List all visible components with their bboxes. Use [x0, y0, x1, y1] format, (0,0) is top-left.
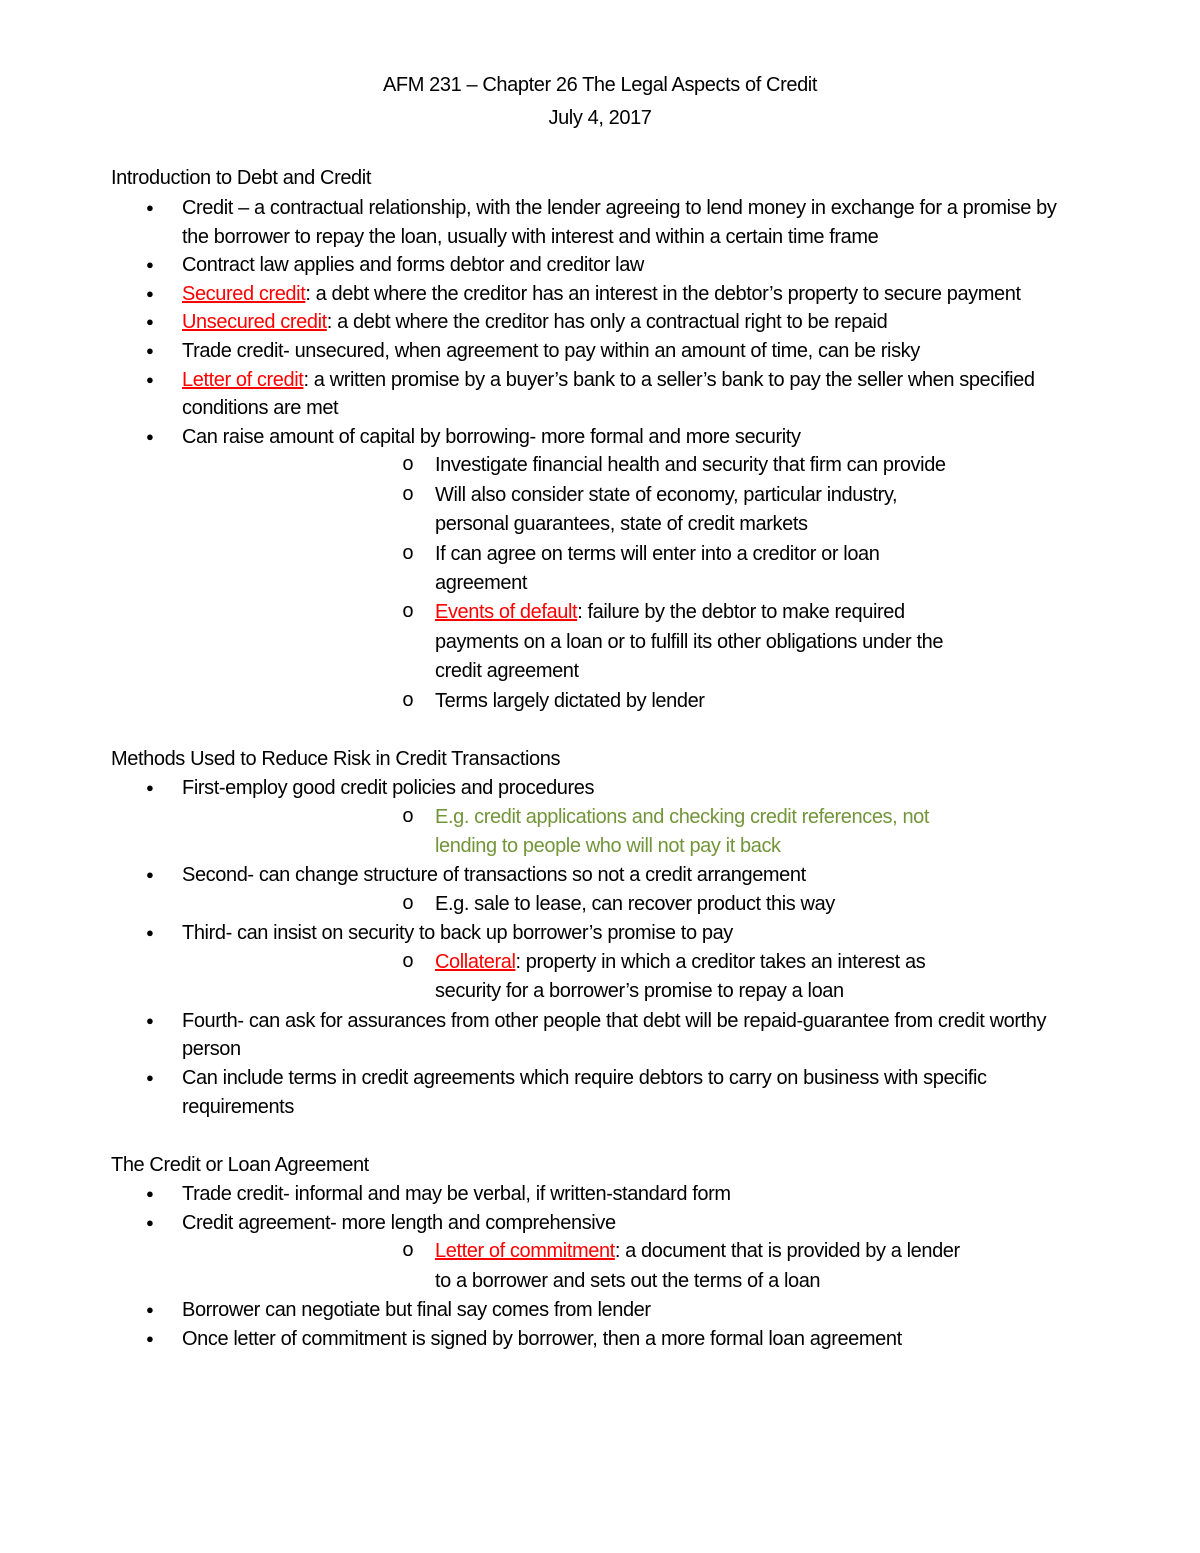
sub-item: o Will also consider state of economy, particular industry, personal guarantees, state of credit markets: [182, 481, 1080, 540]
sub-item: o If can agree on terms will enter into a creditor or loan agreement: [182, 540, 1080, 599]
section-heading: The Credit or Loan Agreement: [111, 1154, 369, 1176]
sub-item: o E.g. sale to lease, can recover product this way: [182, 890, 1080, 919]
defined-term: Events of default: [435, 601, 578, 624]
bullet-list: [0, 774, 1200, 1121]
bullet-item: ● Trade credit- informal and may be verbal, if written-standard form: [0, 1180, 1200, 1209]
sub-list: [182, 890, 1080, 919]
sub-item: o Letter of commitment: a document that is provided by a lender to a borrower and sets out the terms of a loan: [182, 1237, 1080, 1296]
defined-term: Letter of credit: [182, 368, 304, 391]
sub-list: [182, 803, 1080, 862]
sub-item: [182, 803, 1080, 862]
bullet-list: [0, 1180, 1200, 1353]
bullet-item: ● Secured credit: a debt where the creditor has an interest in the debtor’s property to secure payment: [0, 280, 1200, 309]
document-title: AFM 231 – Chapter 26 The Legal Aspects of Credit: [382, 74, 818, 96]
sub-item: o Terms largely dictated by lender: [182, 687, 1080, 716]
document-date: July 4, 2017: [548, 107, 652, 129]
bullet-item: ● First-employ good credit policies and procedures o E.g. credit applications and checking credit references, not lending to people who will not pay it back: [0, 774, 1200, 861]
defined-term: Secured credit: [182, 282, 306, 305]
bullet-item: ● Trade credit- unsecured, when agreement to pay within an amount of time, can be risky: [0, 337, 1200, 366]
bullet-list: [0, 194, 1200, 716]
sub-list: [182, 948, 1080, 1007]
bullet-item: ● Can include terms in credit agreements which require debtors to carry on business with specific requirements: [0, 1064, 1200, 1121]
sub-item: o Events of default: failure by the debtor to make required payments on a loan or to fulfill its other obligations under the credit agreement: [182, 598, 1080, 686]
bullet-item: ● Once letter of commitment is signed by borrower, then a more formal loan agreement: [0, 1325, 1200, 1354]
defined-term: Unsecured credit: [182, 311, 327, 334]
bullet-item: ● Letter of credit: a written promise by a buyer’s bank to a seller’s bank to pay the seller when specified conditions are met: [0, 366, 1200, 423]
sub-item: o Investigate financial health and security that firm can provide: [182, 451, 1080, 480]
section-heading: Methods Used to Reduce Risk in Credit Transactions: [111, 748, 561, 770]
section-heading: Introduction to Debt and Credit: [111, 167, 371, 189]
bullet-item: ● Contract law applies and forms debtor and creditor law: [0, 251, 1200, 280]
sub-list: [182, 451, 1080, 716]
bullet-item: ● Credit – a contractual relationship, with the lender agreeing to lend money in exchange for a promise by the borrower to repay the loan, usually with interest and within a certain time frame: [0, 194, 1200, 251]
bullet-item: ● Fourth- can ask for assurances from other people that debt will be repaid-guarantee from credit worthy person: [0, 1007, 1200, 1064]
bullet-item: ● Third- can insist on security to back up borrower’s promise to pay o Collateral: property in which a creditor takes an interest as security for a borrower’s promise to repay a loan: [0, 919, 1200, 1006]
bullet-item: ● Unsecured credit: a debt where the creditor has only a contractual right to be repaid: [0, 308, 1200, 337]
defined-term: Collateral: [435, 951, 516, 973]
bullet-item: ● Can raise amount of capital by borrowing- more formal and more security o Investigate financial health and security that firm can provide o Will also consider state of economy, particular industry, personal guarantees, state of credit markets o If can agree on terms will enter into a creditor or loan agreement o Events of default: failure by the debtor to make required payments on a loan or to fulfill its other obligations under the credit agreement o Terms largely dictated by lender: [0, 423, 1200, 716]
defined-term: Letter of commitment: [435, 1240, 615, 1263]
bullet-item: ● Borrower can negotiate but final say comes from lender: [0, 1296, 1200, 1325]
bullet-item: ● Credit agreement- more length and comprehensive o Letter of commitment: a document that is provided by a lender to a borrower and sets out the terms of a loan: [0, 1209, 1200, 1296]
sub-list: [182, 1237, 1080, 1296]
bullet-item: ● Second- can change structure of transactions so not a credit arrangement o E.g. sale to lease, can recover product this way: [0, 861, 1200, 919]
example-text: E.g. credit applications and checking credit references, not lending to people who will not pay it back: [435, 805, 930, 857]
sub-item: o Collateral: property in which a creditor takes an interest as security for a borrower’s promise to repay a loan: [182, 948, 1080, 1007]
